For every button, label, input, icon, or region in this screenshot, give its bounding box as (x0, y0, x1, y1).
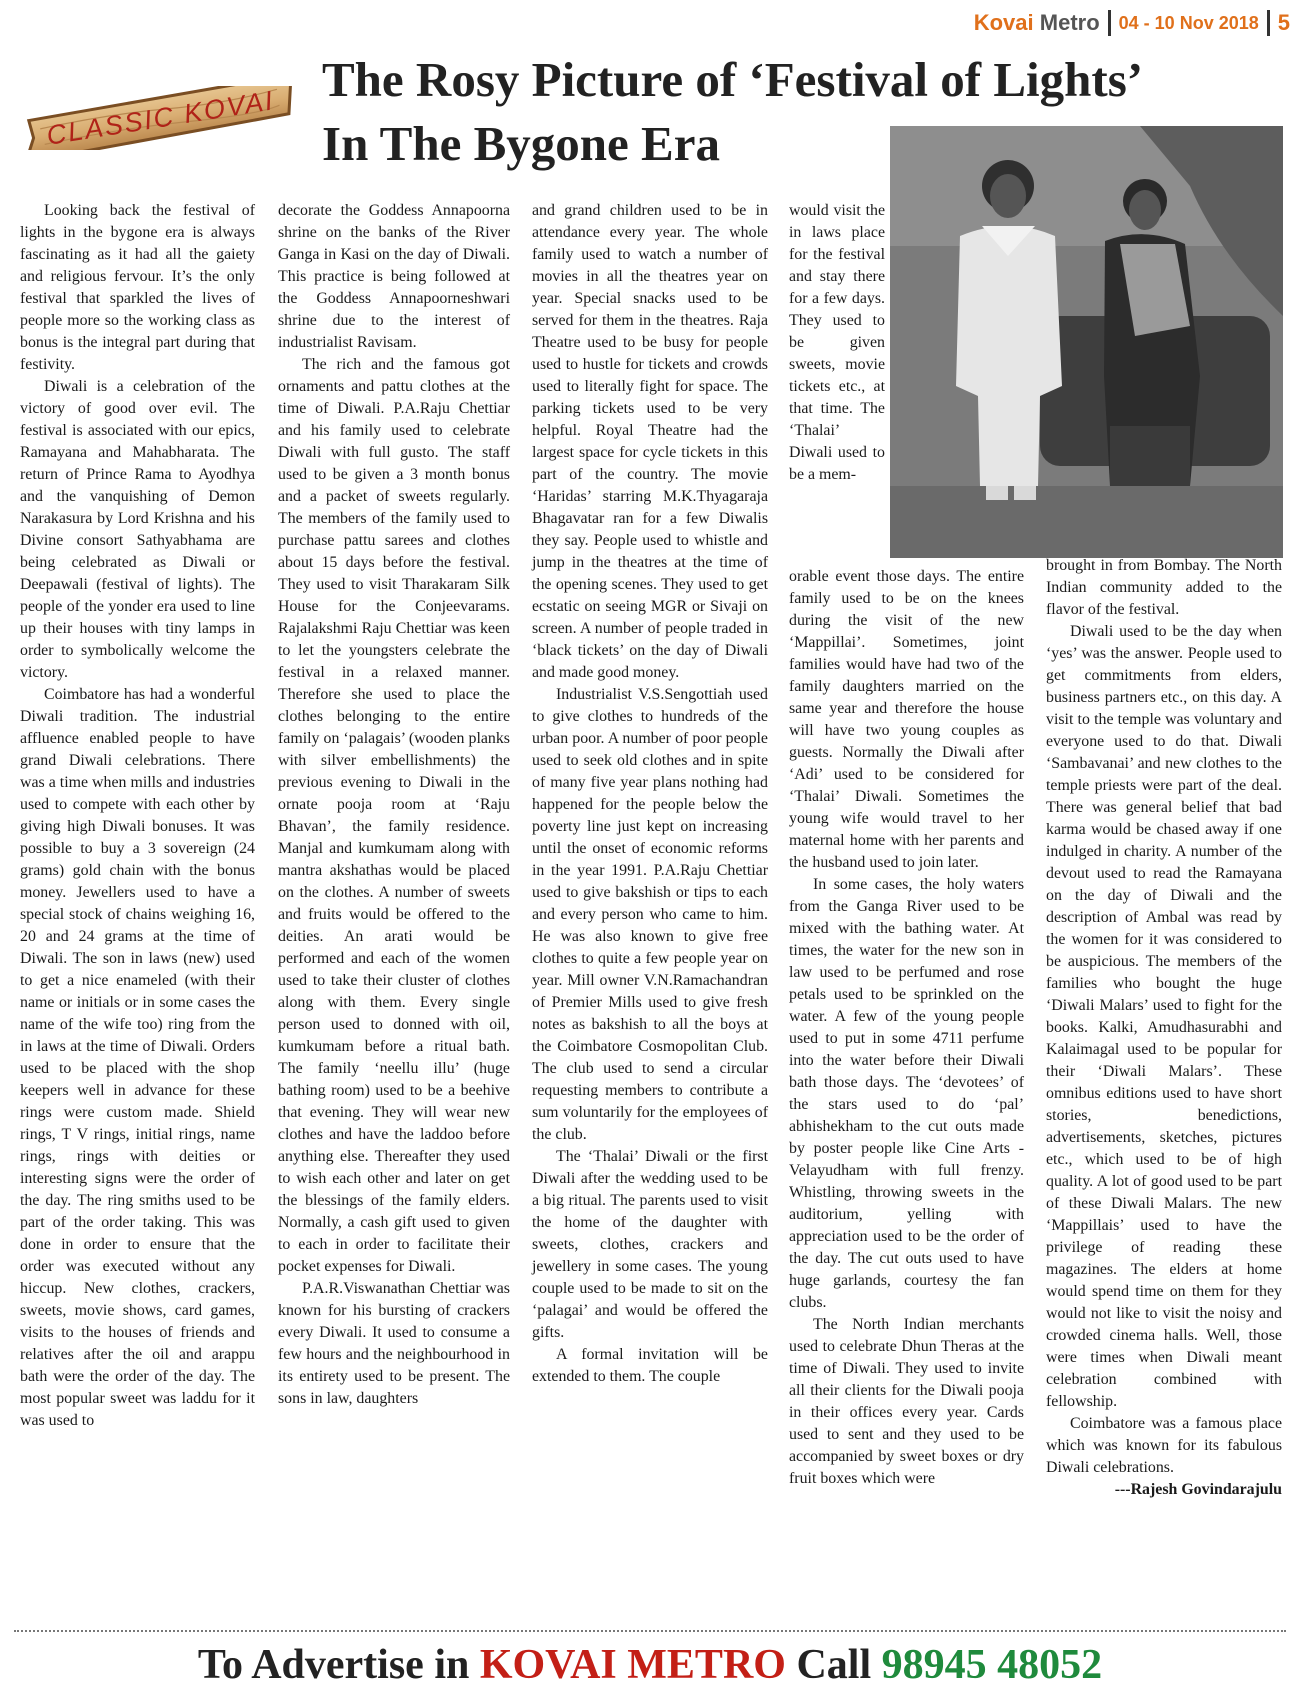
masthead-brand (974, 10, 1100, 36)
paragraph: orable event those days. The entire family used to be on the knees during the visit of the new ‘Mappillai’. Sometimes, joint families would have had two of the family daughters married on the same year and therefore the house will have two young couples as guests. Normally the Diwali after ‘Adi’ used to be considered for ‘Thalai’ Diwali. Sometimes the young wife would travel to her maternal home with her parents and the husband used to join later. (789, 568, 1024, 871)
footer-call: Call (796, 1642, 872, 1688)
paragraph: Coimbatore has had a wonderful Diwali tradition. The industrial affluence enabled people to have grand Diwali celebrations. There was a time when mills and industries used to compete with each other by giving high Diwali bonuses. It was possible to buy a 3 sovereign (24 grams) gold chain with the bonus money. Jewellers used to have a special stock of chains weighing 16, 20 and 24 grams at the time of Diwali. The son in laws (new) used to get a nice enameled (with their name or initials or in some cases the name of the wife too) ring from the in laws at the time of Diwali. Orders used to be placed with the shop keepers well in advance for these rings were custom made. Shield rings, T V rings, initial rings, name rings, rings with deities or interesting signs were the order of the day. The ring smiths used to be part of the order taking. This was done in order to ensure that the order was executed without any hiccup. New clothes, crackers, sweets, movie shows, card games, visits to the houses of friends and relatives after the oil and arappu bath were the order of the day. The most popular sweet was laddu for it was used to (20, 686, 255, 1429)
article-column-4-narrow (789, 200, 885, 486)
paragraph: Diwali used to be the day when ‘yes’ was the answer. People used to get commitments from elders, business partners etc., on this day. A visit to the temple was voluntary and everyone used to do that. Diwali ‘Sambavanai’ and new clothes to the temple priests were part of the deal. There was general belief that bad karma would be chased away if one indulged in charity. A number of the devout used to read the Ramayana on the day of Diwali and the description of Ambal was read by the women for it was considered to be auspicious. The members of the families who bought the huge ‘Diwali Malars’ used to fight for the books. Kalki, Amudhasurabhi and Kalaimagal used to be popular for their ‘Diwali Malars’. These omnibus editions used to have short stories, benedictions, advertisements, sketches, pictures etc., which used to be of high quality. A lot of good used to be part of these Diwali Malars. The new ‘Mappillais’ used to have the privilege of reading these magazines. The elders at home would spend time on them for they would not like to visit the noisy and crowded cinema halls. Well, those were times when Diwali meant celebration combined with fellowship. (1046, 623, 1282, 1410)
footer-phone: 98945 48052 (881, 1642, 1103, 1688)
banner-label: CLASSIC KOVAI (44, 84, 277, 151)
author-signature: ---Rajesh Govindarajulu (1114, 1481, 1282, 1498)
masthead-divider (1108, 10, 1111, 36)
paragraph: decorate the Goddess Annapoorna shrine on the banks of the River Ganga in Kasi on the day of Diwali. This practice is being followed at the Goddess Annapoorneshwari shrine due to the interest of industrialist Ravisam. (278, 202, 510, 351)
article-column-2 (278, 200, 510, 1410)
paragraph: Diwali is a celebration of the victory of good over evil. The festival is associated with our epics, Ramayana and Mahabharata. The return of Prince Rama to Ayodhya and the vanquishing of Demon Narakasura by Lord Krishna and his Divine consort Sathyabhama are being celebrated as Diwali or Deepawali (festival of lights). The people of the yonder era used to line up their houses with tiny lamps in order to symbolically welcome the victory. (20, 378, 255, 681)
page-number: 5 (1277, 10, 1290, 35)
masthead (974, 8, 1290, 38)
vintage-couple-photograph-icon (890, 126, 1283, 558)
issue-date: 04 - 10 Nov 2018 (1118, 12, 1259, 33)
paragraph: would visit the in laws place for the festival and stay there for a few days. They used to be given sweets, movie tickets etc., at that time. The ‘Thalai’ Diwali used to be a mem- (789, 202, 885, 483)
footer-brand: KOVAI METRO (479, 1642, 786, 1688)
paragraph: In some cases, the holy waters from the Ganga River used to be mixed with the bathing water. At times, the water for the new son in law used to be perfumed and rose petals used to be sprinkled on the water. A few of the young people used to put in some 4711 perfume into the water before their Diwali bath those days. The ‘devotees’ of the stars used to do ‘pal’ abhishekham to the cut outs made by poster people like Cine Arts - Velayudham with full frenzy. Whistling, throwing sweets in the auditorium, yelling with appreciation used to be the order of the day. The cut outs used to have huge garlands, courtesy the fan clubs. (789, 876, 1024, 1311)
headline-line-2: In The Bygone Era (322, 116, 720, 171)
paragraph: The North Indian merchants used to celebrate Dhun Theras at the time of Diwali. They used to invite all their clients for the Diwali pooja in their offices every year. Cards used to sent and they used to be accompanied by sweet boxes or dry fruit boxes which were (789, 1316, 1024, 1487)
paragraph: The rich and the famous got ornaments and pattu clothes at the time of Diwali. P.A.Raju Chettiar and his family used to celebrate Diwali with full gusto. The staff used to be given a 3 month bonus and a packet of sweets regularly. The members of the family used to purchase pattu sarees and clothes about 15 days before the festival. They used to visit Tharakaram Silk House for the Conjeevarams. Rajalakshmi Raju Chettiar was keen to let the youngsters celebrate the festival in a relaxed manner. Therefore she used to place the clothes belonging to the entire family on ‘palagais’ (wooden planks with silver embellishments) the previous evening to Diwali in the ornate pooja room at ‘Raju Bhavan’, the family residence. Manjal and kumkumam along with mantra akshathas would be placed on the clothes. A number of sweets and fruits would be offered to the deities. An arati would be performed and each of the women used to take their cluster of clothes along with them. Every single person used to donned with oil, kumkumam before a ritual bath. The family ‘neellu illu’ (huge bathing room) used to be a beehive that evening. They will wear new clothes and have the laddoo before anything else. Thereafter they used to wish each other and later on get the blessings of the family elders. Normally, a cash gift used to given to each in order to facilitate their pocket expenses for Diwali. (278, 356, 510, 1275)
paragraph: Looking back the festival of lights in the bygone era is always fascinating as it had all the gaiety and religious fervour. It’s the only festival that sparkled the lives of people more so the working class as bonus is the integral part during that festivity. (20, 202, 255, 373)
vintage-couple-photo (890, 126, 1283, 558)
paragraph: Coimbatore was a famous place which was known for its fabulous Diwali celebrations. (1046, 1415, 1282, 1476)
article-column-5 (1046, 555, 1282, 1501)
headline-line-1: The Rosy Picture of ‘Festival of Lights’ (322, 52, 1144, 107)
paragraph: P.A.R.Viswanathan Chettiar was known for his bursting of crackers every Diwali. It used to consume a few hours and the neighbourhood in its entirety used to be present. The sons in law, daughters (278, 1280, 510, 1407)
paragraph: Industrialist V.S.Sengottiah used to give clothes to hundreds of the urban poor. A number of poor people used to seek old clothes and in spite of many five year plans nothing had happened for the people below the poverty line just kept on increasing until the onset of economic reforms in the year 1991. P.A.Raju Chettiar used to give bakshish or tips to each and every person who came to him. He was also known to give free clothes to quite a few people year on year. Mill owner V.N.Ramachandran of Premier Mills used to give fresh notes as bakshish to all the boys at the Coimbatore Cosmopolitan Club. The club used to send a circular requesting members to contribute a sum voluntarily for the employees of the club. (532, 686, 768, 1143)
masthead-divider (1267, 10, 1270, 36)
article-column-1 (20, 200, 255, 1432)
paragraph: The ‘Thalai’ Diwali or the first Diwali after the wedding used to be a big ritual. The parents used to visit the home of the daughter with sweets, clothes, crackers and jewellery in some cases. The young couple used to be made to sit on the ‘palagai’ and would be offered the gifts. (532, 1148, 768, 1341)
article-column-3 (532, 200, 768, 1388)
masthead-brand-part2: Metro (1039, 10, 1100, 35)
footer-prefix: To Advertise in (197, 1642, 470, 1688)
masthead-brand-part1: Kovai (973, 10, 1034, 35)
paragraph: and grand children used to be in attendance every year. The whole family used to watch a number of movies in all the theatres year on year. Special snacks used to be served for them in the theatres. Raja Theatre used to be busy for people used to hustle for tickets and crowds used to literally fight for space. The parking tickets used to be very helpful. Royal Theatre had the largest space for cycle tickets in this part of the country. The movie ‘Haridas’ starring M.K.Thyagaraja Bhagavatar ran for a few Diwalis they say. People used to whistle and jump in the theatres at the time of the opening scenes. They used to get ecstatic on seeing MGR or Sivaji on screen. A number of people traded in ‘black tickets’ on the day of Diwali and made good money. (532, 202, 768, 681)
article-column-4 (789, 566, 1024, 1490)
section-banner (18, 86, 303, 150)
paragraph: A formal invitation will be extended to them. The couple (532, 1346, 768, 1385)
footer-divider (14, 1630, 1286, 1632)
paragraph: brought in from Bombay. The North Indian community added to the flavor of the festival. (1046, 557, 1282, 618)
advertise-footer (0, 1636, 1300, 1694)
